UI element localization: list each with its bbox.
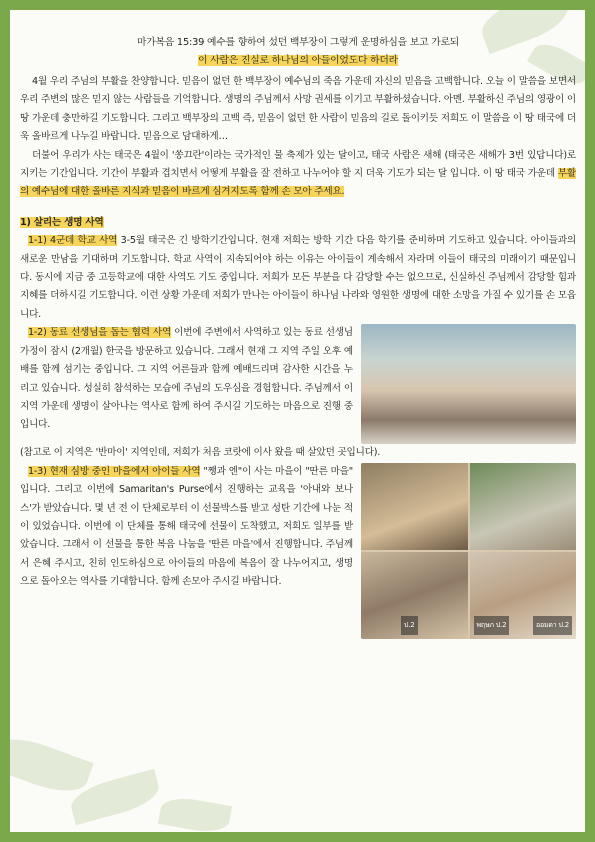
partner-ministry-row: [20, 324, 576, 444]
photo-tag: ป.2: [401, 616, 418, 634]
collage-photo: [470, 552, 577, 639]
intro-paragraph-1: 4월 우리 주님의 부활을 찬양합니다. 믿음이 없던 한 백부장이 예수님의 죽음 가운데 자신의 믿음을 고백합니다. 오늘 이 말씀을 보면서 우리 주변의 많은 믿지 않는 사람들을 기억합니다. 생명의 주님께서 사망 권세를 이기고 부활하셨습니다. 아멘. 부활하신 주님의 영광이 이 땅 가운데 충만하길 기도합니다. 그리고 백부장의 고백 즉, 믿음이 없던 한 사람이 믿음의 길로 돌이키듯 저희도 이 말씀을 이 땅 태국에 더욱 올바르게 나누길 바랍니다. 믿음으로 담대하게…: [20, 76, 576, 143]
partner-ministry-paragraph: [20, 324, 353, 434]
subsection-body-1-1: 3-5월 태국은 긴 방학기간입니다. 현재 저희는 방학 기간 다음 학기를 준비하며 기도하고 있습니다. 아이들과의 새로운 만남을 기대하며 기도합니다. 학교 사역이 지속되어야 하는 이유는 아이들이 계속해서 자라며 이들이 태국의 미래이기 때문입니다. 동시에 지금 중 고등학교에 대한 사역도 기도 중입니다. 저희가 모든 부분을 다 감당할 수는 없으므로, 신실하신 주님께서 감당할 힘과 지혜를 더하시길 기도합니다. 이런 상황 가운데 저희가 만나는 아이들이 하나님 나라와 영원한 생명에 대한 소망을 가질 수 있기를 손 모읍니다.: [20, 235, 576, 320]
intro-paragraph-2-text: 더불어 우리가 사는 태국은 4월이 '쏭끄란'이라는 국가적인 물 축제가 있는 달이고, 태국 사람은 새해 (태국은 새해가 3번 있답니다)로 지키는 기간입니다. 기간이 부활과 겹치면서 어떻게 부활을 잘 전하고 나누어야 할 지 더욱 기도가 되는 달 입니다. 이 땅 태국 가운데: [20, 149, 576, 180]
newsletter-page: [10, 10, 585, 832]
collage-photo: [361, 463, 468, 550]
collage-photo: [361, 552, 468, 639]
subsection-title-1-2: 1-2) 동료 선생님을 돕는 협력 사역: [28, 327, 172, 339]
subsection-body-1-2: 이번에 주변에서 사역하고 있는 동료 선생님 가정이 잠시 (2개월) 한국을 방문하고 있습니다. 그래서 현재 그 지역 주일 오후 예배를 함께 섬기는 중입니다. 그 지역 어른들과 함께 예배드리며 감사한 시간을 누리고 있습니다. 성실히 참석하는 모습에 주님의 도우심을 경험합니다. 주님께서 이 지역 가운데 생명이 살아나는 역사로 함께 하여 주시길 기도하는 마음으로 진행 중입니다.: [20, 327, 353, 431]
subsection-title-1-1: 1-1) 4군데 학교 사역: [28, 235, 118, 247]
location-note: (참고로 이 지역은 '반마이' 지역인데, 저희가 처음 코랏에 이사 왔을 때 살았던 곳입니다).: [20, 447, 381, 459]
subsection-title-1-3: 1-3) 현재 심방 중인 마을에서 아이들 사역: [28, 465, 201, 477]
newsletter-content: [20, 34, 576, 639]
village-ministry-text: [20, 463, 353, 639]
scripture-line-2: 이 사람은 진실로 하나님의 아들이었도다 하더라: [198, 55, 398, 66]
partner-ministry-text: [20, 324, 353, 444]
worship-gathering-photo: [361, 324, 576, 444]
village-children-photo-collage: [361, 463, 576, 639]
section-title: [20, 214, 576, 232]
prayer-request-highlight: 부활의 예수님에 대한 올바른 지식과 믿음이 바르게 심겨지도록 함께 손 모아 주세요.: [20, 168, 576, 198]
intro-paragraph-2: [20, 147, 576, 202]
leaf-decoration: [158, 794, 232, 832]
subsection-body-1-3: "쨍과 엔"이 사는 마을이 "딴른 마을" 입니다. 그리고 이번에 Samaritan's Purse에서 진행하는 교육을 '아내와 보나스'가 받았습니다. 몇 년 전 이 단체로부터 이 선물박스를 받고 성탄 기간에 나눈 적이 있었습니다. 이번에 이 단체를 통해 태국에 선물이 도착했고, 저희도 일부를 받았습니다. 그래서 이 선물을 통한 복음 나눔을 '딴른 마을'에서 진행합니다. 주님께서 은혜 주시고, 친히 인도하심으로 아이들의 마음에 복음이 잘 나누어지고, 생명으로 돌아오는 역사를 기대합니다. 함께 손모아 주시길 바랍니다.: [20, 465, 353, 588]
school-ministry-paragraph: [20, 232, 576, 324]
leaf-decoration: [10, 729, 94, 801]
scripture-line-1: 마가복음 15:39 예수를 향하여 섰던 백부장이 그렇게 운명하심을 보고 가로되: [136, 37, 460, 48]
village-ministry-paragraph: [20, 463, 353, 592]
photo-tag: ออมดา ป.2: [533, 616, 572, 634]
scripture-headline: [20, 34, 576, 70]
collage-photo: [470, 463, 577, 550]
section-title-text: 1) 살리는 생명 사역: [20, 216, 104, 228]
photo-tag: พฤษภ ป.2: [474, 616, 510, 634]
village-ministry-row: [20, 463, 576, 639]
